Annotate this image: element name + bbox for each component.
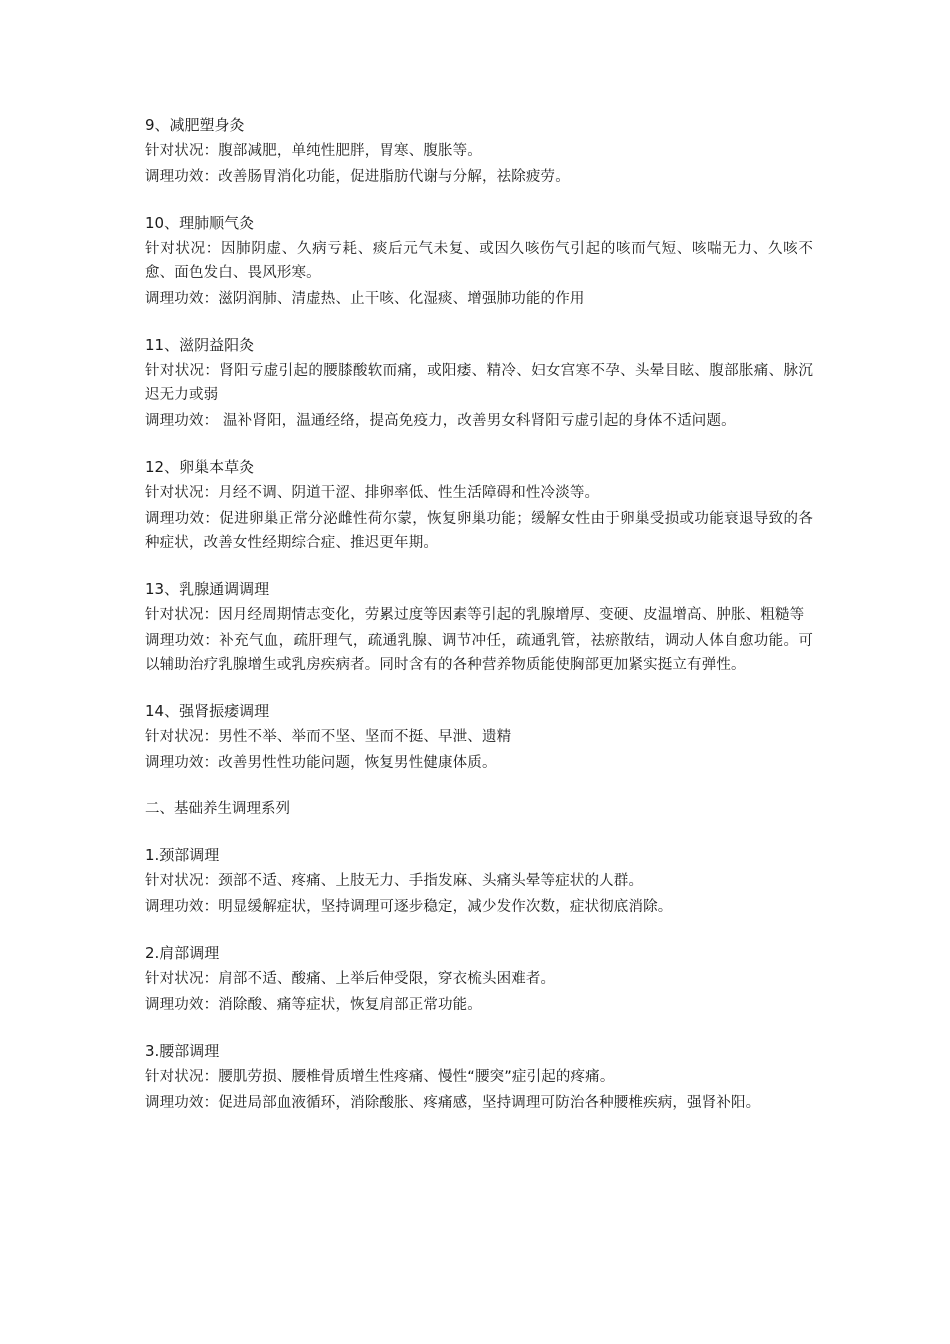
effect-text: 调理功效：改善男性性功能问题，恢复男性健康体质。: [145, 755, 497, 771]
target-condition-text: 针对状况：肾阳亏虚引起的腰膝酸软而痛，或阳痿、精冷、妇女宫寒不孕、头晕目眩、腹部胀痛、脉沉迟无力或弱: [145, 363, 813, 403]
target-condition-text: 针对状况：男性不举、举而不坚、坚而不挺、早泄、遗精: [145, 729, 512, 745]
target-condition-text: 针对状况：颈部不适、疼痛、上肢无力、手指发麻、头痛头晕等症状的人群。: [145, 873, 644, 889]
target-condition-text: 针对状况：月经不调、阴道干涩、排卵率低、性生活障碍和性冷淡等。: [145, 485, 600, 501]
section-title: 11、滋阴益阳灸: [145, 336, 255, 354]
section-title: 3.腰部调理: [145, 1042, 220, 1060]
section-title: 14、强肾振痿调理: [145, 702, 270, 720]
effect-text: 调理功效：改善肠胃消化功能，促进脂肪代谢与分解，祛除疲劳。: [145, 169, 570, 185]
effect-text: 调理功效：滋阴润肺、清虚热、止干咳、化湿痰、增强肺功能的作用: [145, 291, 585, 307]
series-heading: 二、基础养生调理系列: [145, 801, 290, 817]
effect-text: 调理功效：补充气血，疏肝理气，疏通乳腺、调节冲任，疏通乳管，祛瘀散结，调动人体自愈功能。可以辅助治疗乳腺增生或乳房疾病者。同时含有的各种营养物质能使胸部更加紧实挺立有弹性。: [145, 633, 813, 673]
section-title: 9、减肥塑身灸: [145, 116, 245, 134]
target-condition-text: 针对状况：腰肌劳损、腰椎骨质增生性疼痛、慢性“腰突”症引起的疼痛。: [145, 1069, 615, 1085]
section-yin-yang-moxibustion: [145, 333, 813, 433]
target-condition-text: 针对状况：因月经周期情志变化，劳累过度等因素等引起的乳腺增厚、变硬、皮温增高、肿胀、粗糙等: [145, 607, 805, 623]
section-neck-care: [145, 843, 813, 919]
section-title: 12、卵巢本草灸: [145, 458, 255, 476]
section-title: 1.颈部调理: [145, 846, 220, 864]
section-title: 2.肩部调理: [145, 944, 220, 962]
target-condition-text: 针对状况：肩部不适、酸痛、上举后伸受限，穿衣梳头困难者。: [145, 971, 556, 987]
target-condition-text: 针对状况：腹部减肥，单纯性肥胖，胃寒、腹胀等。: [145, 143, 482, 159]
section-ovary-moxibustion: [145, 455, 813, 555]
section-lung-qi-moxibustion: [145, 211, 813, 311]
section-weight-loss-moxibustion: [145, 113, 813, 189]
effect-text: 调理功效：促进局部血液循环，消除酸胀、疼痛感，坚持调理可防治各种腰椎疾病，强肾补阳。: [145, 1095, 761, 1111]
section-title: 10、理肺顺气灸: [145, 214, 255, 232]
effect-text: 调理功效： 温补肾阳，温通经络，提高免疫力，改善男女科肾阳亏虚引起的身体不适问题。: [145, 413, 736, 429]
document-page: [145, 113, 813, 1137]
effect-text: 调理功效：明显缓解症状，坚持调理可逐步稳定，减少发作次数，症状彻底消除。: [145, 899, 673, 915]
effect-text: 调理功效：促进卵巢正常分泌雌性荷尔蒙，恢复卵巢功能；缓解女性由于卵巢受损或功能衰退导致的各种症状，改善女性经期综合症、推迟更年期。: [145, 511, 813, 551]
section-breast-care: [145, 577, 813, 677]
section-kidney-care: [145, 699, 813, 775]
target-condition-text: 针对状况：因肺阴虚、久病亏耗、痰后元气未复、或因久咳伤气引起的咳而气短、咳喘无力、久咳不愈、面色发白、畏风形寒。: [145, 241, 813, 281]
section-waist-care: [145, 1039, 813, 1115]
effect-text: 调理功效：消除酸、痛等症状，恢复肩部正常功能。: [145, 997, 482, 1013]
section-shoulder-care: [145, 941, 813, 1017]
section-title: 13、乳腺通调调理: [145, 580, 270, 598]
